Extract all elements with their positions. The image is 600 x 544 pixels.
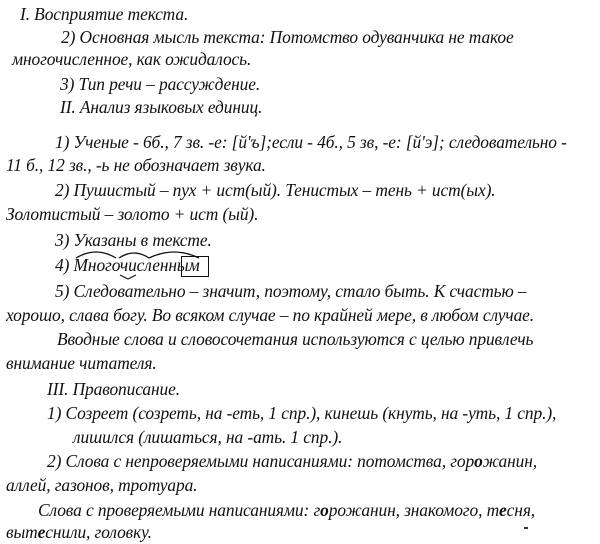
heading-language-analysis: II. Анализ языковых единиц. <box>60 97 263 117</box>
highlighted-vowel: е <box>37 522 46 542</box>
main-idea-line-2: многочисленное, как ожидалось. <box>12 49 252 69</box>
spelling-item-2-line-1 <box>47 449 537 473</box>
morpheme-suffix-part: н <box>168 255 177 275</box>
verifiable-words-start: выт <box>6 522 38 542</box>
item-4-prefix: 4) <box>55 255 74 275</box>
verifiable-words-text: Слова с проверяемыми написаниями: г <box>38 500 321 520</box>
heading-spelling: III. Правописание. <box>47 379 180 399</box>
highlighted-vowel: е <box>499 500 507 520</box>
verifiable-words-line-1 <box>38 498 535 522</box>
verifiable-words-tail: снили, головку. <box>45 522 152 542</box>
synonyms-line-1: 5) Следовательно – значит, поэтому, стало быть. К счастью – <box>55 281 527 301</box>
verifiable-words-line-2 <box>6 520 152 544</box>
spelling-item-2-line-2: аллей, газонов, тротуара. <box>6 475 198 495</box>
phonetic-analysis-line-1: 1) Ученые - 6б., 7 зв. -е: [й'ъ];если - 4б., 5 зв, -е: [й'э]; следовательно - <box>55 132 567 152</box>
unverifiable-words-text: 2) Слова с непроверяемыми написаниями: потомства, гор <box>47 451 475 471</box>
highlighted-vowel: о <box>474 451 483 471</box>
synonyms-line-2: хорошо, слава богу. Во всяком случае – по крайней мере, в любом случае. <box>6 305 535 325</box>
word-formation-line-2: Золотистый – золото + ист (ый). <box>6 204 259 224</box>
highlighted-vowel: о <box>320 500 329 520</box>
morpheme-ending-part: ым <box>176 255 200 275</box>
word-formation-line-1: 2) Пушистый – пух + ист(ый). Тенистых – тень + ист(ых). <box>55 180 496 200</box>
introductory-words-line-2: внимание читателя. <box>6 353 157 373</box>
heading-text-perception: I. Восприятие текста. <box>20 4 189 24</box>
main-idea-line-1: 2) Основная мысль текста: Потомство одуванчика не такое <box>61 27 514 47</box>
unverifiable-words-end: жанин, <box>482 451 538 471</box>
scan-speck <box>524 527 528 529</box>
verifiable-words-end: сня, <box>506 500 536 520</box>
morpheme-root-part: Многочислен <box>73 255 169 275</box>
spelling-item-1-line-1: 1) Созреет (созреть, на -еть, 1 спр.), кинешь (кнуть, на -уть, 1 спр.), <box>47 403 557 423</box>
spelling-item-1-line-2: лишился (лишаться, на -ать. 1 спр.). <box>73 427 343 447</box>
item-3-line: 3) Указаны в тексте. <box>55 230 212 250</box>
speech-type-line: 3) Тип речи – рассуждение. <box>60 74 261 94</box>
introductory-words-line-1: Вводные слова и словосочетания используются с целью привлечь <box>57 329 534 349</box>
phonetic-analysis-line-2: 11 б., 12 зв., -ь не обозначает звука. <box>6 155 266 175</box>
verifiable-words-mid: рожанин, знакомого, т <box>328 500 500 520</box>
ending-box <box>181 256 209 277</box>
